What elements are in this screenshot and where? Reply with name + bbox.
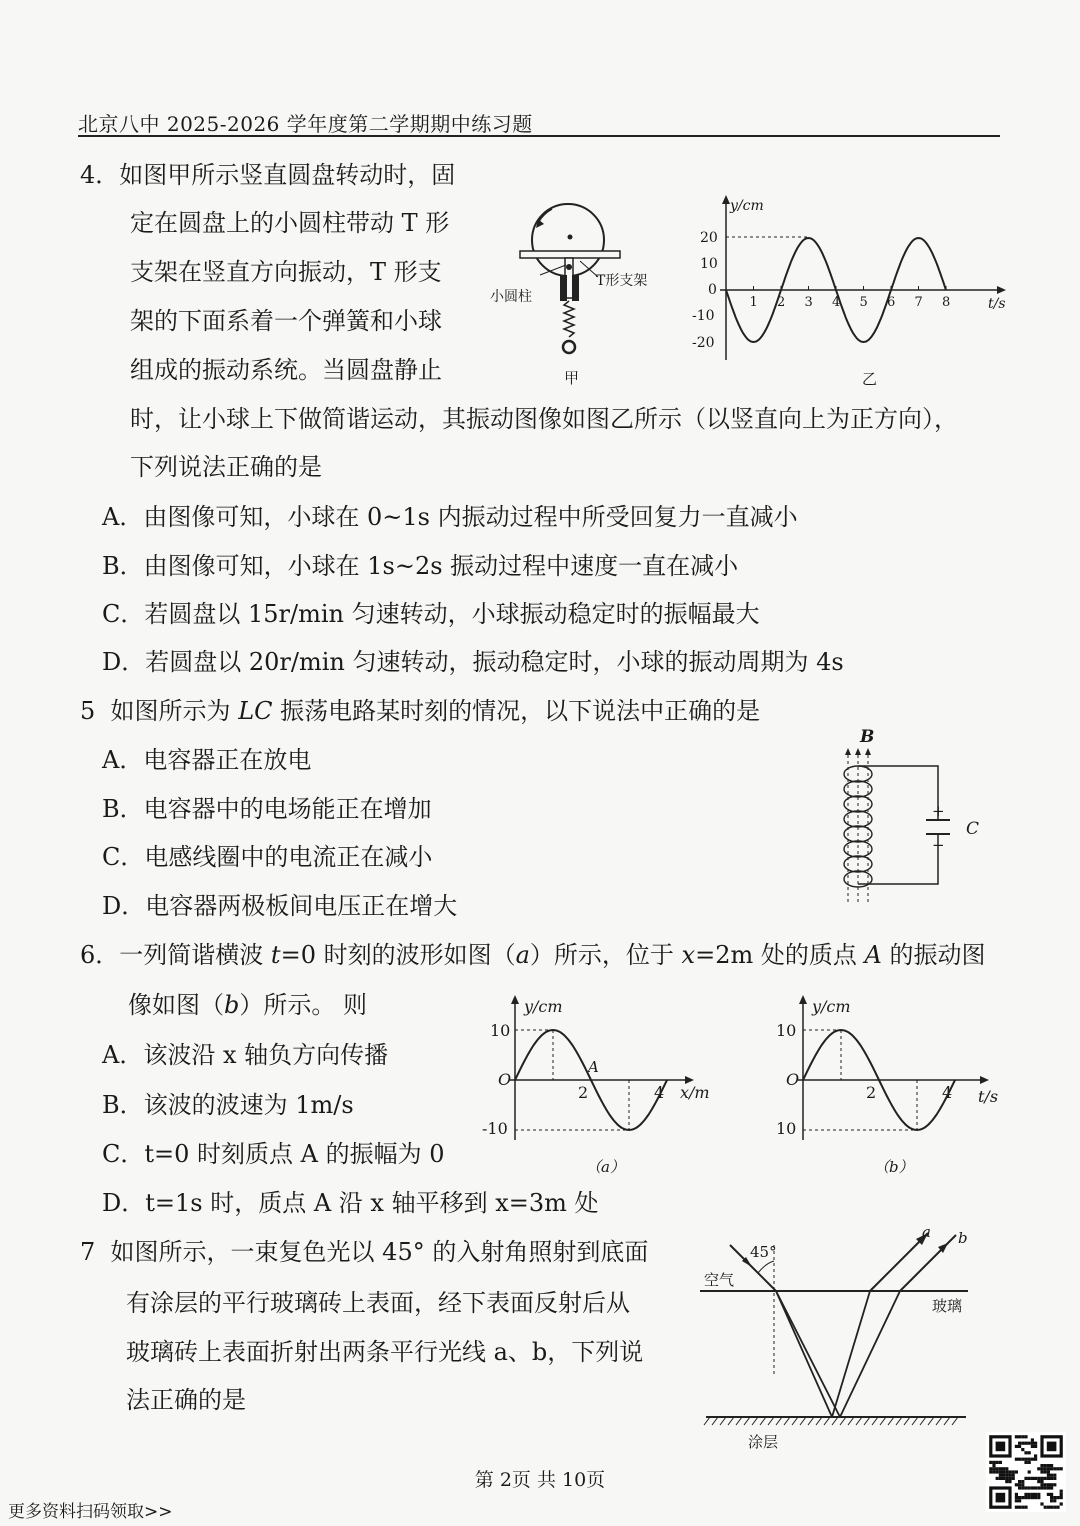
hatch-line — [936, 1417, 942, 1425]
refracted-ray-1 — [776, 1291, 832, 1417]
hatch-line — [776, 1417, 782, 1425]
ytick-10: 10 — [490, 1021, 511, 1040]
option-text: 该波的波速为 1m/s — [143, 1091, 354, 1119]
hatch-line — [832, 1417, 838, 1425]
header-rule — [78, 135, 1000, 137]
q5-option-b — [102, 794, 432, 824]
q4-option-c — [102, 599, 760, 629]
x-axis-arrow — [980, 1076, 989, 1084]
option-text: 电容器两极板间电压正在增大 — [145, 892, 458, 920]
q4-line-1 — [80, 160, 455, 190]
x-tick-label: 1 — [749, 295, 758, 310]
minus-sign: − — [932, 836, 945, 854]
hatch-line — [896, 1417, 902, 1425]
hatch-line — [784, 1417, 790, 1425]
q6-text: =0 时刻的波形如图（ — [280, 941, 516, 969]
option-text: 若圆盘以 15r/min 匀速转动，小球振动稳定时的振幅最大 — [144, 600, 760, 628]
field-arrow-1 — [845, 748, 851, 755]
hatch-line — [736, 1417, 742, 1425]
q4-line-6: 时，让小球上下做简谐运动，其振动图像如图乙所示（以竖直向上为正方向）， — [130, 405, 958, 433]
origin-label: O — [498, 1070, 512, 1089]
option-letter: C． — [102, 1140, 145, 1168]
x-tick-label: 7 — [914, 295, 923, 310]
option-letter: C． — [102, 600, 145, 628]
coil-loop — [844, 781, 872, 797]
guide-right — [572, 275, 579, 301]
option-text: t=0 时刻质点 A 的振幅为 0 — [144, 1140, 445, 1168]
q6-text: 的振动图 — [881, 941, 986, 969]
hatch-line — [704, 1417, 710, 1425]
hatch-line — [720, 1417, 726, 1425]
q4-option-d — [102, 647, 844, 677]
x-axis-label: t/s — [978, 1087, 999, 1106]
q7-number: 7 — [80, 1238, 96, 1266]
ytick-0: 0 — [708, 282, 717, 298]
q6-option-b — [102, 1090, 354, 1120]
label-frame: T形支架 — [596, 273, 648, 289]
hatch-line — [944, 1417, 950, 1425]
ytick-neg10: -10 — [692, 308, 715, 324]
x-tick-label: 5 — [859, 295, 868, 310]
ytick-neg10: -10 — [482, 1119, 508, 1138]
ytick-top: 10 — [776, 1021, 797, 1040]
q4-option-b — [102, 551, 738, 581]
caption-jia: 甲 — [564, 369, 580, 387]
hatch-line — [840, 1417, 846, 1425]
point-A-label: A — [588, 1058, 599, 1076]
hatch-line — [792, 1417, 798, 1425]
q5-number: 5 — [80, 697, 96, 725]
option-letter: D． — [102, 892, 146, 920]
q4-option-a — [102, 502, 798, 532]
label-cylinder: 小圆柱 — [490, 289, 532, 305]
t-frame-bar — [520, 251, 620, 258]
hatch-line — [952, 1417, 958, 1425]
page-footer: 第 2页 共 10页 — [474, 1469, 606, 1491]
option-letter: D． — [102, 648, 146, 676]
option-letter: A． — [102, 1041, 144, 1069]
q5-stem — [80, 696, 760, 726]
q4-figure-yi — [690, 190, 1020, 390]
coil-loop — [844, 811, 872, 827]
q7-text-1: 如图所示，一束复色光以 45° 的入射角照射到底面 — [110, 1238, 649, 1266]
option-letter: D． — [102, 1189, 146, 1217]
xtick-4: 4 — [654, 1083, 665, 1102]
caption-yi: 乙 — [862, 370, 878, 388]
hatch-line — [856, 1417, 862, 1425]
q7-line-2: 有涂层的平行玻璃砖上表面，经下表面反射后从 — [126, 1289, 630, 1317]
hatch-line — [848, 1417, 854, 1425]
q6-figure-b — [770, 990, 1010, 1180]
inductor-coil — [844, 766, 872, 887]
q5-lc-circuit — [820, 722, 1000, 912]
y-axis-arrow — [799, 995, 807, 1004]
q4-line-2: 定在圆盘上的小圆柱带动 T 形 — [130, 209, 450, 237]
option-letter: B． — [102, 552, 144, 580]
coating-label: 涂层 — [748, 1433, 779, 1451]
q5-stem-lc: LC — [238, 697, 273, 725]
q4-line-3: 支架在竖直方向振动，T 形支 — [130, 258, 442, 286]
q6-figure-a — [482, 990, 722, 1180]
hatch-line — [824, 1417, 830, 1425]
hatch-line — [728, 1417, 734, 1425]
field-arrow-3 — [865, 748, 871, 755]
refracted-ray-2 — [776, 1291, 840, 1417]
y-axis-arrow — [722, 195, 730, 204]
reflected-ray-a — [832, 1291, 870, 1417]
x-tick-label: 8 — [942, 295, 951, 310]
q6-var-A: A — [864, 941, 882, 969]
angle-arc — [758, 1261, 774, 1273]
q6-line-2 — [128, 990, 367, 1020]
q4-figure-jia — [480, 195, 670, 395]
y-axis-label: y/cm — [524, 997, 563, 1016]
q6-var-b: b — [224, 991, 240, 1019]
guide-left — [560, 275, 567, 301]
y-axis-label: y/cm — [812, 997, 851, 1016]
ytick-20: 20 — [700, 230, 718, 246]
x-tick-label: 6 — [887, 295, 896, 310]
q6-text: ）所示。 则 — [239, 991, 368, 1019]
reflected-ray-b — [840, 1291, 900, 1417]
hatch-line — [880, 1417, 886, 1425]
coating-hatch — [704, 1417, 958, 1425]
option-text: 该波沿 x 轴负方向传播 — [143, 1041, 389, 1069]
option-letter: B． — [102, 1091, 144, 1119]
q6-text: ）所示，位于 — [529, 941, 682, 969]
option-text: 由图像可知，小球在 1s~2s 振动过程中速度一直在减小 — [143, 552, 739, 580]
air-label: 空气 — [704, 1271, 735, 1289]
q7-line-3: 玻璃砖上表面折射出两条平行光线 a、b，下列说 — [126, 1338, 644, 1366]
q4-line-7: 下列说法正确的是 — [130, 453, 322, 481]
y-axis-label: y/cm — [730, 198, 764, 214]
exam-header: 北京八中 2025-2026 学年度第二学期期中练习题 — [78, 112, 533, 136]
hatch-line — [808, 1417, 814, 1425]
qr-code-icon — [986, 1432, 1066, 1512]
option-text: 若圆盘以 20r/min 匀速转动，振动稳定时，小球的振动周期为 4s — [145, 648, 844, 676]
q6-option-a — [102, 1040, 388, 1070]
label-C: C — [966, 819, 980, 839]
option-text: t=1s 时，质点 A 沿 x 轴平移到 x=3m 处 — [145, 1189, 599, 1217]
field-arrow-2 — [855, 748, 861, 755]
plus-sign: + — [932, 802, 945, 820]
x-tick-label: 3 — [804, 295, 813, 310]
hatch-line — [904, 1417, 910, 1425]
q5-stem-b: 振荡电路某时刻的情况，以下说法中正确的是 — [272, 697, 761, 725]
origin-label: O — [786, 1070, 800, 1089]
y-axis-arrow — [511, 995, 519, 1004]
ytick-neg20: -20 — [692, 335, 715, 351]
x-axis-arrow — [997, 286, 1006, 294]
q4-line-4: 架的下面系着一个弹簧和小球 — [130, 307, 442, 335]
q6-var-a: a — [515, 941, 530, 969]
hatch-line — [768, 1417, 774, 1425]
option-letter: B． — [102, 795, 144, 823]
hatch-line — [760, 1417, 766, 1425]
option-text: 电感线圈中的电流正在减小 — [144, 843, 433, 871]
q6-text: 一列简谐横波 — [119, 941, 271, 969]
option-letter: C． — [102, 843, 145, 871]
x-axis-label: x/m — [680, 1083, 710, 1102]
ray-a-label: a — [922, 1225, 931, 1241]
label-B: B — [860, 727, 875, 747]
option-text: 电容器中的电场能正在增加 — [143, 795, 432, 823]
q4-number: 4． — [80, 161, 120, 189]
option-text: 电容器正在放电 — [143, 746, 312, 774]
hatch-line — [800, 1417, 806, 1425]
q6-line-1 — [80, 940, 985, 970]
ball — [563, 341, 575, 353]
hatch-line — [928, 1417, 934, 1425]
q6-option-d — [102, 1188, 599, 1218]
hatch-line — [872, 1417, 878, 1425]
q5-option-d — [102, 891, 457, 921]
q6-option-c — [102, 1139, 445, 1169]
option-letter: A． — [102, 746, 144, 774]
q6-var-t: t — [270, 941, 281, 969]
caption-b: （b） — [874, 1158, 914, 1176]
hatch-line — [864, 1417, 870, 1425]
x-axis-label: t/s — [988, 296, 1006, 312]
xtick-2: 2 — [578, 1083, 589, 1102]
q6-text: 像如图（ — [128, 991, 224, 1019]
q5-option-a — [102, 745, 311, 775]
option-text: 由图像可知，小球在 0~1s 内振动过程中所受回复力一直减小 — [143, 503, 798, 531]
q6-number: 6． — [80, 941, 120, 969]
hatch-line — [752, 1417, 758, 1425]
ray-b-label: b — [958, 1229, 968, 1247]
ytick-bottom: 10 — [776, 1119, 797, 1138]
coil-loop — [844, 841, 872, 857]
hatch-line — [816, 1417, 822, 1425]
q4-line-5: 组成的振动系统。当圆盘静止 — [130, 356, 442, 384]
x-tick-label: 4 — [832, 295, 841, 310]
hatch-line — [920, 1417, 926, 1425]
q6-var-x: x — [681, 941, 696, 969]
small-cylinder — [566, 264, 572, 270]
q4-text-1: 如图甲所示竖直圆盘转动时，固 — [119, 161, 456, 189]
q7-line-4: 法正确的是 — [126, 1386, 246, 1414]
angle-label: 45° — [750, 1243, 777, 1261]
hatch-line — [712, 1417, 718, 1425]
x-tick-label: 2 — [777, 295, 786, 310]
xtick-2: 2 — [866, 1083, 877, 1102]
q6-text: =2m 处的质点 — [695, 941, 865, 969]
option-letter: A． — [102, 503, 144, 531]
q5-option-c — [102, 842, 432, 872]
bottom-note: 更多资料扫码领取>> — [8, 1502, 173, 1522]
hatch-line — [744, 1417, 750, 1425]
spring — [564, 301, 574, 337]
disc-center — [568, 235, 573, 240]
hatch-line — [912, 1417, 918, 1425]
q7-line-1 — [80, 1237, 648, 1267]
q7-glass-figure — [700, 1225, 980, 1455]
ytick-10: 10 — [700, 256, 718, 272]
hatch-line — [888, 1417, 894, 1425]
q5-stem-a: 如图所示为 — [110, 697, 239, 725]
xtick-4: 4 — [942, 1083, 953, 1102]
caption-a: （a） — [586, 1158, 625, 1176]
glass-label: 玻璃 — [932, 1297, 963, 1315]
